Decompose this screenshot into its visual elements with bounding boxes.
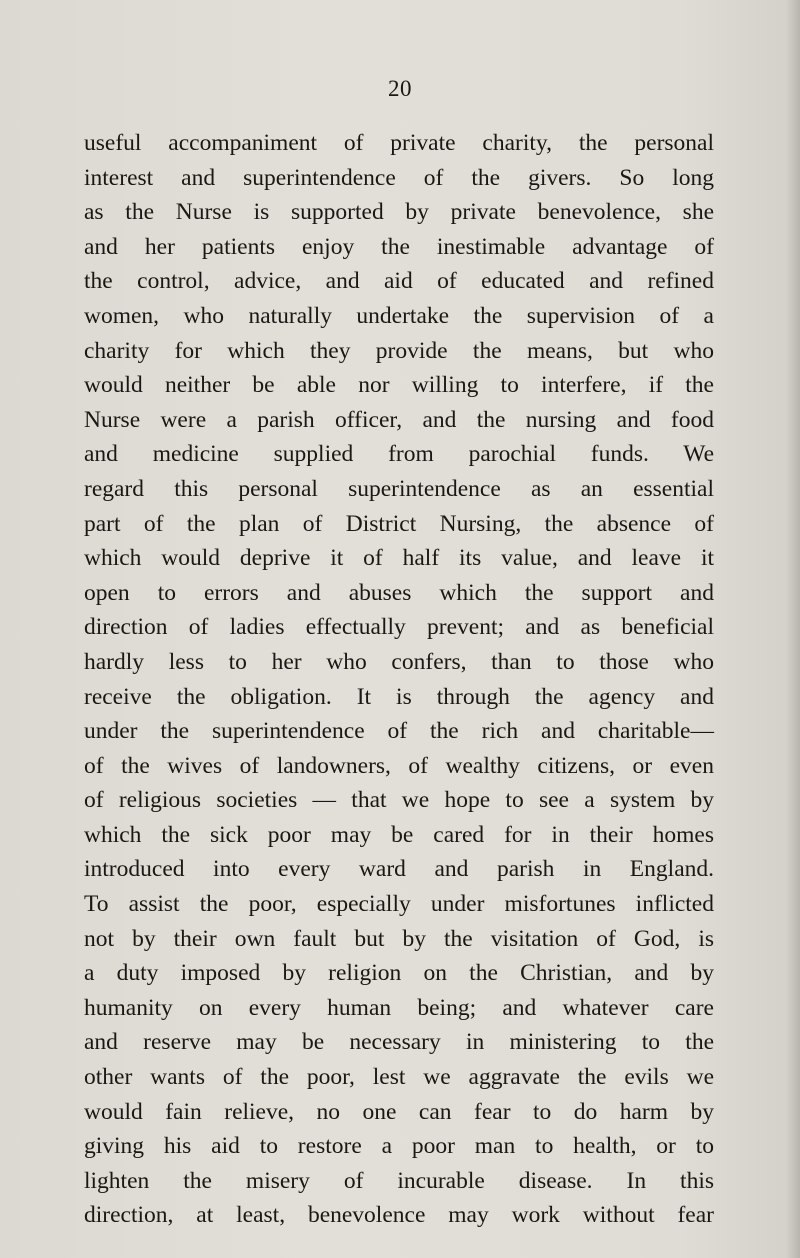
- page-edge-shadow: [786, 0, 800, 1258]
- text-line: part of the plan of District Nursing, the absence of: [84, 510, 714, 537]
- text-line: charity for which they provide the means, but who: [84, 337, 714, 364]
- text-line: as the Nurse is supported by private benevolence, she: [84, 199, 714, 226]
- text-line: of religious societies — that we hope to see a system by: [84, 787, 714, 814]
- text-line: To assist the poor, especially under misfortunes inflicted: [84, 891, 714, 918]
- text-line: women, who naturally undertake the supervision of a: [84, 302, 714, 329]
- text-line: receive the obligation. It is through the agency and: [84, 683, 714, 710]
- text-line: which would deprive it of half its value, and leave it: [84, 545, 714, 572]
- text-line: and her patients enjoy the inestimable advantage of: [84, 233, 714, 260]
- text-line: the control, advice, and aid of educated and refined: [84, 268, 714, 295]
- text-line: a duty imposed by religion on the Christian, and by: [84, 960, 714, 987]
- text-line: direction of ladies effectually prevent; and as beneficial: [84, 614, 714, 641]
- text-line: interest and superintendence of the givers. So long: [84, 164, 714, 191]
- text-line: would fain relieve, no one can fear to do harm by: [84, 1098, 714, 1125]
- body-text: [84, 126, 714, 1233]
- text-line: open to errors and abuses which the support and: [84, 579, 714, 606]
- text-line: direction, at least, benevolence may work without fear: [84, 1202, 714, 1229]
- text-line: under the superintendence of the rich and charitable—: [84, 718, 714, 745]
- text-line: of the wives of landowners, of wealthy citizens, or even: [84, 752, 714, 779]
- text-line: lighten the misery of incurable disease. In this: [84, 1167, 714, 1194]
- text-line: introduced into every ward and parish in England.: [84, 856, 714, 883]
- text-line: Nurse were a parish officer, and the nursing and food: [84, 406, 714, 433]
- page-number: 20: [388, 76, 412, 101]
- text-line: would neither be able nor willing to interfere, if the: [84, 372, 714, 399]
- text-line: and reserve may be necessary in ministering to the: [84, 1029, 714, 1056]
- text-line: useful accompaniment of private charity, the personal: [84, 130, 714, 156]
- text-line: other wants of the poor, lest we aggravate the evils we: [84, 1064, 714, 1091]
- text-line: giving his aid to restore a poor man to health, or to: [84, 1133, 714, 1160]
- text-line: not by their own fault but by the visitation of God, is: [84, 925, 714, 952]
- text-line: and medicine supplied from parochial funds. We: [84, 441, 714, 468]
- text-line: humanity on every human being; and whatever care: [84, 994, 714, 1021]
- text-line: hardly less to her who confers, than to those who: [84, 648, 714, 675]
- text-line: which the sick poor may be cared for in their homes: [84, 821, 714, 848]
- text-line: regard this personal superintendence as an essential: [84, 475, 714, 502]
